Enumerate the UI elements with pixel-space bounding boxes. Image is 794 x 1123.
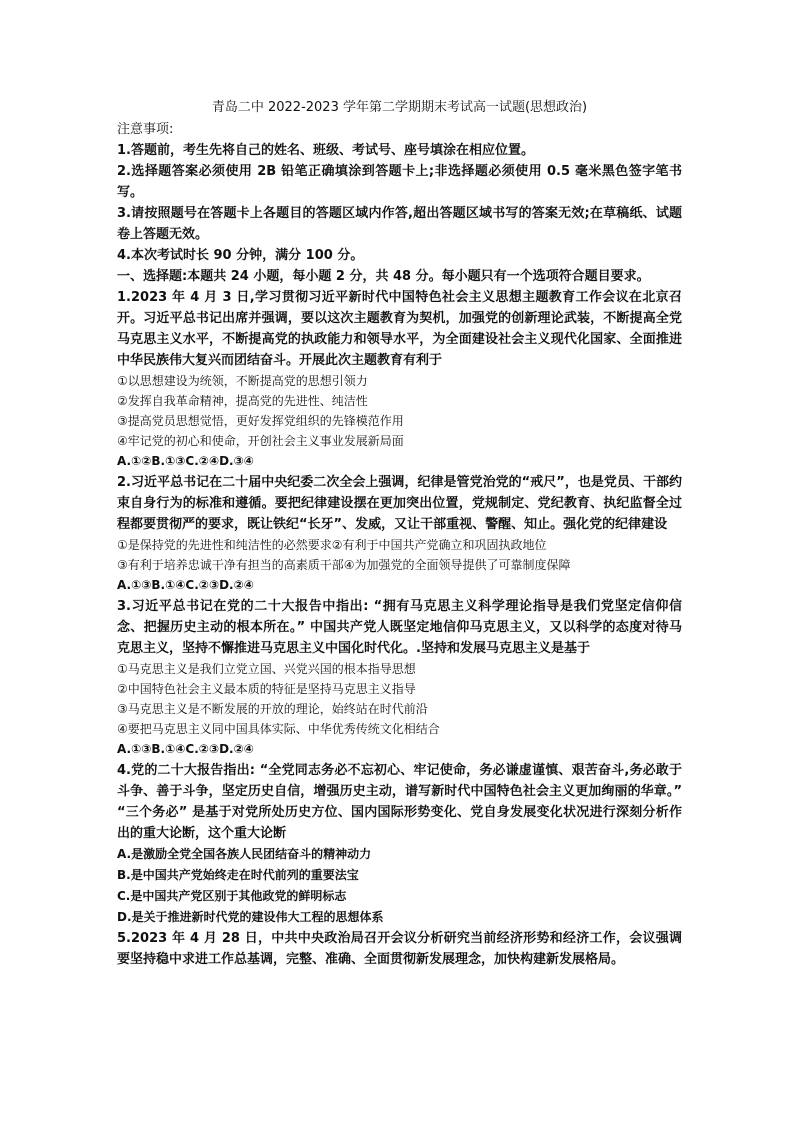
question-3-option-2: ②中国特色社会主义最本质的特征是坚持马克思主义指导 — [117, 682, 416, 696]
question-3-stem: 3.习近平总书记在党的二十大报告中指出: “拥有马克思主义科学理论指导是我们党坚定信仰信念、把握历史主动的根本所在。” 中国共产党人既坚定地信仰马克思主义，又以科学的态度对待马克思主义，坚持不懈推进马克思主义中国化时代化。.坚持和发展马克思主义是基于 — [117, 599, 682, 656]
question-4-choice-a: A.是激励全党全国各族人民团结奋斗的精神动力 — [117, 847, 372, 861]
question-2-stem: 2.习近平总书记在二十届中央纪委二次全会上强调，纪律是管党治党的“戒尺”，也是党员、干部约束自身行为的标准和遵循。要把纪律建设摆在更加突出位置，党规制定、党纪教育、执纪监督全过程都要贯彻严的要求，既让铁纪“长牙”、发威，又让干部重视、警醒、知止。强化党的纪律建设 — [117, 475, 682, 532]
question-4-choice-c: C.是中国共产党区别于其他政党的鲜明标志 — [117, 889, 347, 903]
notice-item-4: 4.本次考试时长 90 分钟，满分 100 分。 — [117, 248, 364, 263]
notice-item-3: 3.请按照题号在答题卡上各题目的答题区域内作答,超出答题区域书写的答案无效;在草稿纸、试题卷上答题无效。 — [117, 206, 682, 242]
exam-title: 青岛二中 2022-2023 学年第二学期期末考试高一试题(思想政治) — [211, 100, 588, 115]
question-1-option-2: ②发挥自我革命精神，提高党的先进性、纯洁性 — [117, 394, 368, 408]
question-4-choice-b: B.是中国共产党始终走在时代前列的重要法宝 — [117, 868, 359, 882]
question-1-option-3: ③提高党员思想觉悟，更好发挥党组织的先锋模范作用 — [117, 414, 404, 428]
question-3-option-3: ③马克思主义是不断发展的开放的理论，始终站在时代前沿 — [117, 702, 428, 716]
question-4-stem: 4.党的二十大报告指出: “全党同志务必不忘初心、牢记使命，务必谦虚谨慎、艰苦奋斗,务必敢于斗争、善于斗争，坚定历史自信，增强历史主动，谱写新时代中国特色社会主义更加绚丽的华章。” “三个务必” 是基于对党所处历史方位、国内国际形势变化、党自身发展变化状况进行深刻分析作出的重大论断，这个重大论断 — [117, 763, 682, 841]
notice-item-2: 2.选择题答案必须使用 2B 铅笔正确填涂到答题卡上;非选择题必须使用 0.5 毫米黑色签字笔书写。 — [117, 164, 682, 200]
section-heading: 一、选择题:本题共 24 小题，每小题 2 分，共 48 分。每小题只有一个选项符合题目要求。 — [117, 269, 650, 284]
question-3-option-4: ④要把马克思主义同中国具体实际、中华优秀传统文化相结合 — [117, 722, 440, 736]
question-2-answers: A.①③B.①④C.②③D.②④ — [117, 578, 254, 592]
question-3-answers: A.①③B.①④C.②③D.②④ — [117, 742, 254, 756]
question-1-stem: 1.2023 年 4 月 3 日,学习贯彻习近平新时代中国特色社会主义思想主题教育工作会议在北京召开。习近平总书记出席并强调，要以这次主题教育为契机，加强党的创新理论武装，不断提高全党马克思主义水平，不断提高党的执政能力和领导水平，为全面建设社会主义现代化国家、全面推进中华民族伟大复兴而团结奋斗。开展此次主题教育有利于 — [117, 290, 682, 368]
question-2-option-line-1: ①是保持党的先进性和纯洁性的必然要求②有利于中国共产党确立和巩固执政地位 — [117, 538, 547, 552]
question-1-option-1: ①以思想建设为统领，不断提高党的思想引领力 — [117, 374, 368, 388]
question-5-stem: 5.2023 年 4 月 28 日，中共中央政治局召开会议分析研究当前经济形势和经济工作，会议强调要坚持稳中求进工作总基调，完整、准确、全面贯彻新发展理念，加快构建新发展格局。 — [117, 931, 682, 967]
question-1-option-4: ④牢记党的初心和使命，开创社会主义事业发展新局面 — [117, 434, 404, 448]
question-4-choice-d: D.是关于推进新时代党的建设伟大工程的思想体系 — [117, 910, 384, 924]
exam-content — [117, 98, 682, 970]
notice-item-1: 1.答题前，考生先将自己的姓名、班级、考试号、座号填涂在相应位置。 — [117, 143, 534, 158]
question-3-option-1: ①马克思主义是我们立党立国、兴党兴国的根本指导思想 — [117, 662, 416, 676]
question-2-option-line-2: ③有利于培养忠诚干净有担当的高素质干部④为加强党的全面领导提供了可靠制度保障 — [117, 558, 571, 572]
notice-heading: 注意事项: — [117, 122, 174, 137]
question-1-answers: A.①②B.①③C.②④D.③④ — [117, 454, 254, 468]
